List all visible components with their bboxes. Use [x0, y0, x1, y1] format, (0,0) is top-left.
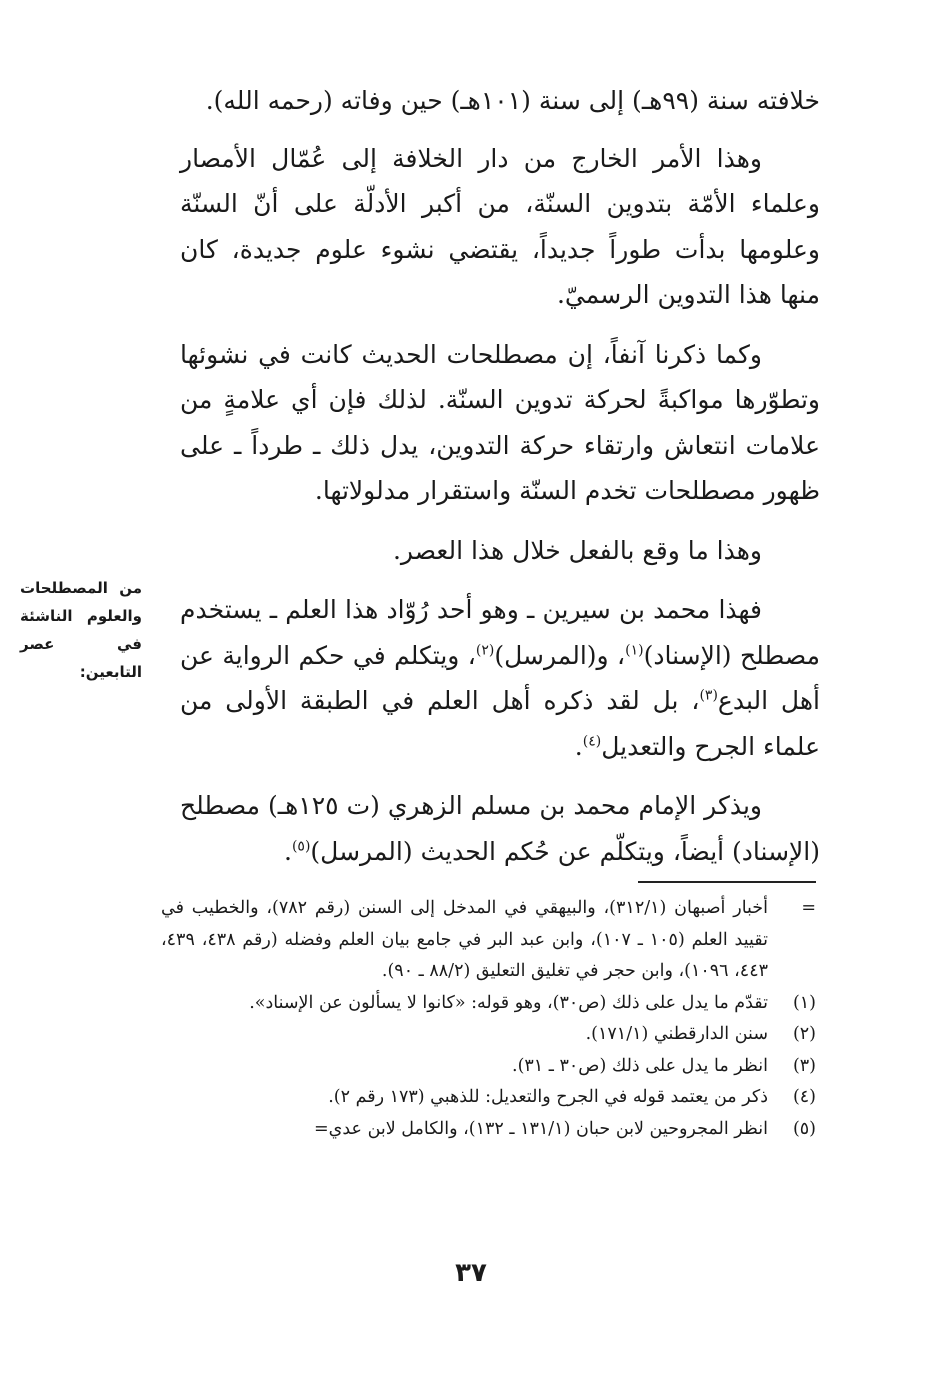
- paragraph-4-part-b: ، و(المرسل): [494, 640, 626, 670]
- footnote-5: [161, 1114, 816, 1146]
- paragraph-5-part-a: ويذكر الإمام محمد بن مسلم الزهري (ت ١٢٥هـ) مصطلح (الإسناد) أيضاً، ويتكلّم عن حُكم الحديث (المرسل): [180, 791, 820, 866]
- footnote-marker: (٣): [792, 1055, 816, 1076]
- paragraph-3: وهذا ما وقع بالفعل خلال هذا العصر.: [392, 535, 762, 565]
- footnote-continuation: [161, 893, 816, 988]
- footnote-ref-1: (١): [625, 642, 644, 659]
- footnote-text: تقدّم ما يدل على ذلك (ص٣٠)، وهو قوله: «كانوا لا يسألون عن الإسناد».: [249, 992, 768, 1013]
- paragraph-4-part-c: ، ويتكلم في حكم الرواية عن أهل البدع: [180, 640, 820, 715]
- page-number: ٣٧: [455, 1258, 487, 1288]
- footnote-marker: (١): [792, 992, 816, 1013]
- footnote-separator: [638, 881, 816, 883]
- footnote-2: [161, 1019, 816, 1051]
- footnote-ref-3: (٣): [699, 687, 718, 704]
- margin-heading: [20, 574, 142, 686]
- paragraph-continuation: خلافته سنة (٩٩هـ) إلى سنة (١٠١هـ) حين وفاته (رحمه الله).: [205, 86, 820, 115]
- main-text: [180, 78, 820, 888]
- footnote-3: [161, 1051, 816, 1083]
- margin-heading-line-2: والعلوم الناشئة: [20, 607, 142, 625]
- paragraph-4: [180, 587, 820, 769]
- paragraph-2: وكما ذكرنا آنفاً، إن مصطلحات الحديث كانت في نشوئها وتطوّرها مواكبةً لحركة تدوين السنّة. لذلك فإن أي علامةٍ من علامات انتعاش وارتقاء حركة التدوين، يدل ذلك ـ طرداً ـ على ظهور مصطلحات تخدم السنّة واستقرار مدلولاتها.: [180, 339, 820, 505]
- footnote-marker: (٥): [792, 1118, 816, 1139]
- paragraph-4-part-d: ، بل لقد ذكره أهل العلم في الطبقة الأولى من علماء الجرح والتعديل: [180, 686, 820, 761]
- footnote-marker: =: [801, 898, 816, 918]
- margin-heading-line-3: في عصر: [20, 635, 142, 653]
- footnote-text: أخبار أصبهان (٣١٢/١)، والبيهقي في المدخل إلى السنن (رقم ٧٨٢)، والخطيب في تقييد العلم (١٠٥ ـ ١٠٧)، وابن عبد البر في جامع بيان العلم وفضله (رقم ٤٣٨، ٤٣٩، ٤٤٣، ١٠٩٦)، وابن حجر في تغليق التعليق (٨٨/٢ ـ ٩٠).: [161, 898, 769, 981]
- paragraph-4-part-e: .: [574, 731, 583, 761]
- paragraph-1: وهذا الأمر الخارج من دار الخلافة إلى عُمّال الأمصار وعلماء الأمّة بتدوين السنّة، من أكبر الأدلّة على أنّ السنّة وعلومها بدأت طوراً جديداً، يقتضي نشوء علوم جديدة، كان منها هذا التدوين الرسميّ.: [180, 143, 820, 309]
- footnote-1: [161, 988, 816, 1020]
- footnote-ref-2: (٢): [475, 642, 495, 659]
- margin-heading-line-4: التابعين:: [79, 663, 142, 681]
- footnote-marker: (٤): [792, 1087, 816, 1107]
- paragraph-4-part-a: فهذا محمد بن سيرين ـ وهو أحد رُوّاد هذا العلم ـ يستخدم مصطلح (الإسناد): [180, 595, 820, 670]
- footnote-text: انظر المجروحين لابن حبان (١٣١/١ ـ ١٣٢)، والكامل لابن عدي=: [314, 1118, 768, 1139]
- footnote-text: انظر ما يدل على ذلك (ص٣٠ ـ ٣١).: [512, 1055, 768, 1076]
- paragraph-5-part-b: .: [284, 836, 292, 866]
- footnote-text: ذكر من يعتمد قوله في الجرح والتعديل: للذهبي (١٧٣ رقم ٢).: [328, 1087, 768, 1107]
- footnote-ref-4: (٤): [582, 733, 602, 750]
- footnote-marker: (٢): [792, 1024, 816, 1044]
- footnote-text: سنن الدارقطني (١٧١/١).: [585, 1024, 768, 1044]
- footnote-ref-5: (٥): [291, 838, 311, 855]
- footnotes: [161, 893, 816, 1145]
- footnote-4: [161, 1082, 816, 1114]
- paragraph-5: [180, 783, 820, 874]
- margin-heading-line-1: من المصطلحات: [20, 579, 142, 597]
